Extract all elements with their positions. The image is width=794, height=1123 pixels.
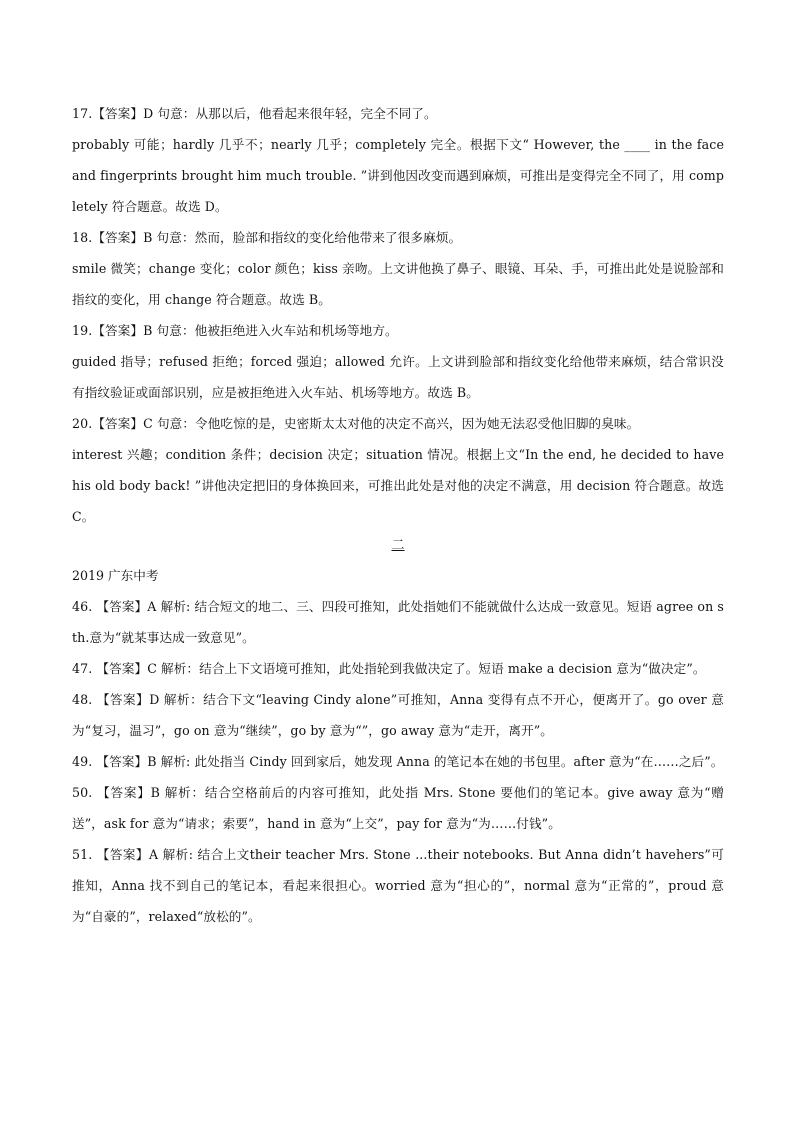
q18-analysis: smile 微笑；change 变化；color 颜色；kiss 亲吻。上文讲他换了鼻子、眼镜、耳朵、手，可推出此处是说脸部和指纹的变化，用 change 符合题意。故选 B。 xyxy=(72,261,724,307)
document-content xyxy=(72,98,724,932)
q17-answer: 17.【答案】D 句意：从那以后，他看起来很年轻，完全不同了。 xyxy=(72,106,437,121)
q17-analysis: probably 可能；hardly 几乎不；nearly 几乎；completely 完全。根据下文“ However, the ____ in the face and fingerprints brought him much trouble. ”讲到他因改变而遇到麻烦，可推出是变得完全不同了，用 completely 符合题意。故选 D。 xyxy=(72,137,724,214)
q46-explanation: 46. 【答案】A 解析: 结合短文的地二、三、四段可推知，此处指她们不能就做什么达成一致意见。短语 agree on sth.意为“就某事达成一致意见”。 xyxy=(72,599,724,645)
q20-analysis: interest 兴趣；condition 条件；decision 决定；situation 情况。根据上文“In the end, he decided to have his old body back! ”讲他决定把旧的身体换回来，可推出此处是对他的决定不满意，用 decision 符合题意。故选 C。 xyxy=(72,447,724,524)
q20-answer: 20.【答案】C 句意：令他吃惊的是，史密斯太太对他的决定不高兴，因为她无法忍受他旧脚的臭味。 xyxy=(72,416,640,431)
q50-explanation: 50. 【答案】B 解析：结合空格前后的内容可推知，此处指 Mrs. Stone 要他们的笔记本。give away 意为“赠送”，ask for 意为“请求；索要”，hand in 意为“上交”，pay for 意为“为……付钱”。 xyxy=(72,785,724,831)
q47-explanation: 47. 【答案】C 解析：结合上下文语境可推知，此处指轮到我做决定了。短语 make a decision 意为“做决定”。 xyxy=(72,661,706,676)
section-mark: 二 xyxy=(391,538,405,553)
q49-explanation: 49. 【答案】B 解析: 此处指当 Cindy 回到家后，她发现 Anna 的笔记本在她的书包里。after 意为“在……之后”。 xyxy=(72,754,724,769)
q19-analysis: guided 指导；refused 拒绝；forced 强迫；allowed 允许。上文讲到脸部和指纹变化给他带来麻烦，结合常识没有指纹验证或面部识别，应是被拒绝进入火车站、机场等地方。故选 B。 xyxy=(72,354,724,400)
q19-answer: 19.【答案】B 句意：他被拒绝进入火车站和机场等地方。 xyxy=(72,323,398,338)
q51-explanation: 51. 【答案】A 解析: 结合上文their teacher Mrs. Stone ...their notebooks. But Anna didn’t havehers”可推知，Anna 找不到自己的笔记本，看起来很担心。worried 意为“担心的”，normal 意为“正常的”，proud 意为“自豪的”，relaxed“放松的”。 xyxy=(72,847,724,924)
q48-explanation: 48. 【答案】D 解析：结合下文“leaving Cindy alone”可推知，Anna 变得有点不开心，便离开了。go over 意为“复习，温习”，go on 意为“继续”，go by 意为“”，go away 意为“走开，离开”。 xyxy=(72,692,724,738)
q18-answer: 18.【答案】B 句意：然而，脸部和指纹的变化给他带来了很多麻烦。 xyxy=(72,230,462,245)
section-heading: 2019 广东中考 xyxy=(72,568,159,583)
